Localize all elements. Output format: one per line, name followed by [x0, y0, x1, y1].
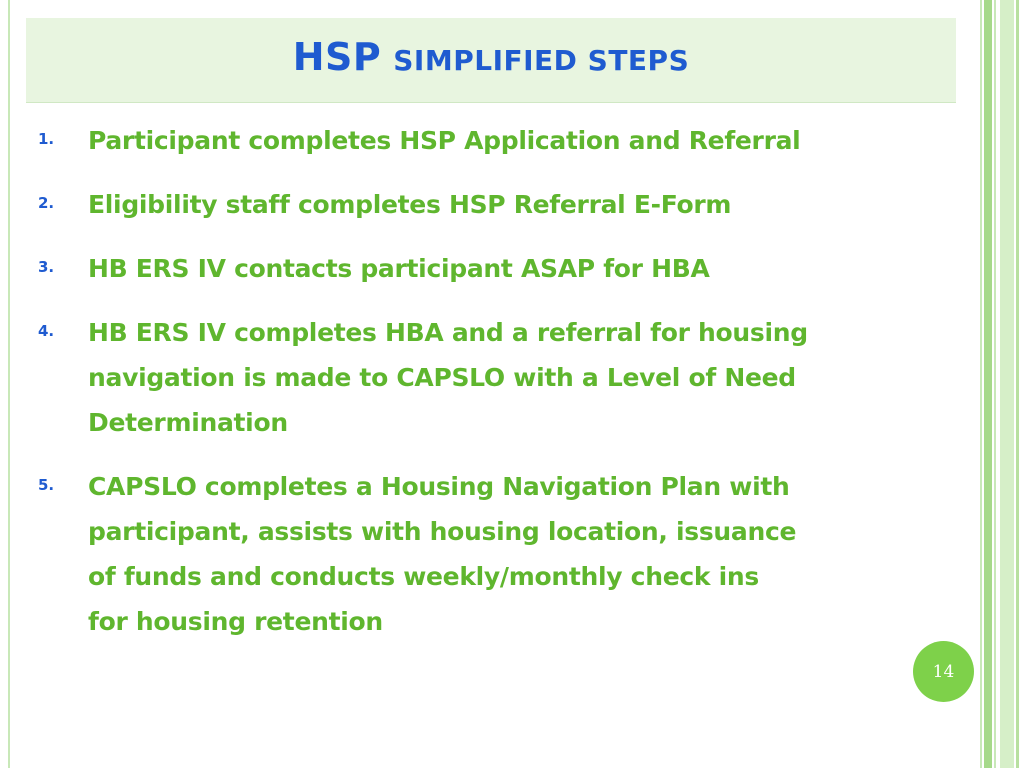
step-text	[88, 246, 710, 291]
steps-list	[30, 118, 930, 663]
step-line: participant, assists with housing location, issuance	[88, 517, 797, 546]
title-bar	[26, 18, 956, 103]
step-text	[88, 464, 796, 644]
step-number: 3.	[38, 258, 55, 276]
step-line: of funds and conducts weekly/monthly check ins	[88, 562, 759, 591]
step-number: 2.	[38, 194, 55, 212]
page-number: 14	[932, 661, 955, 682]
title-sub: SIMPLIFIED STEPS	[393, 44, 690, 77]
step-number: 5.	[38, 476, 55, 494]
right-decorative-stripes	[980, 0, 1024, 768]
step-text	[88, 310, 808, 445]
title-main: HSP	[292, 35, 382, 79]
step-line: HB ERS IV completes HBA and a referral for housing	[88, 318, 808, 347]
step-number: 1.	[38, 130, 55, 148]
page-number-badge	[913, 641, 974, 702]
step-item	[30, 182, 930, 227]
step-text	[88, 118, 800, 163]
step-item	[30, 246, 930, 291]
step-line: CAPSLO completes a Housing Navigation Plan with	[88, 472, 790, 501]
step-line: Participant completes HSP Application and Referral	[88, 126, 801, 155]
step-line: Determination	[88, 408, 288, 437]
step-item	[30, 118, 930, 163]
step-item	[30, 310, 930, 445]
slide-title	[293, 35, 690, 79]
step-line: for housing retention	[88, 607, 383, 636]
left-border-line	[8, 0, 10, 768]
step-line: HB ERS IV contacts participant ASAP for HBA	[88, 254, 710, 283]
step-line: navigation is made to CAPSLO with a Level of Need	[88, 363, 796, 392]
step-line: Eligibility staff completes HSP Referral E-Form	[88, 190, 732, 219]
step-text	[88, 182, 731, 227]
step-number: 4.	[38, 322, 55, 340]
step-item	[30, 464, 930, 644]
